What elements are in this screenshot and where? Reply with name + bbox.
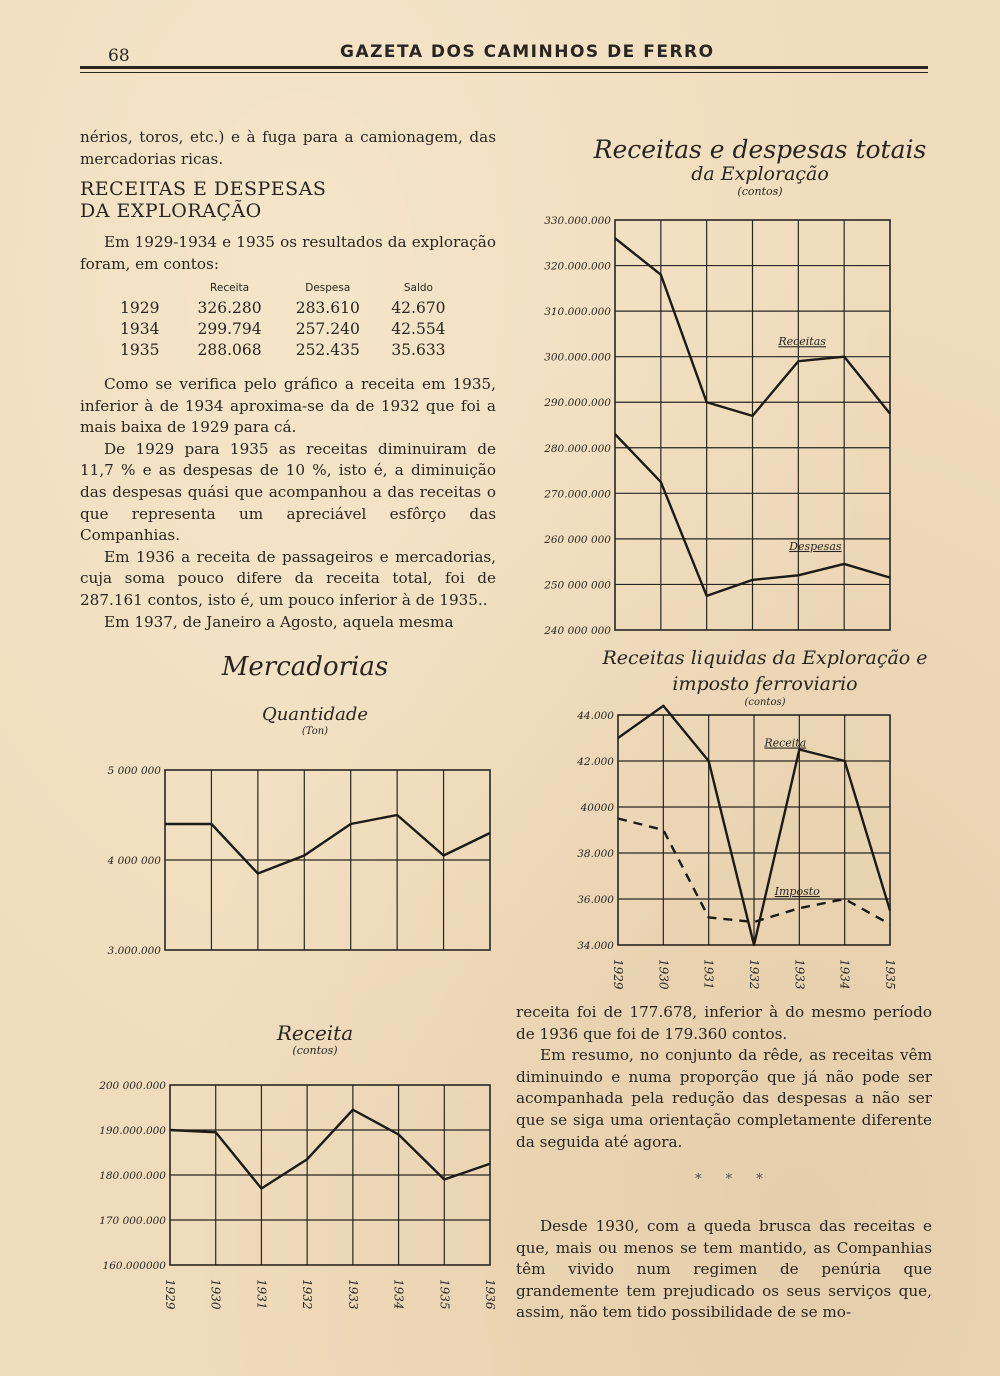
x-tick-label: 1933 bbox=[792, 959, 807, 990]
section-heading: RECEITAS E DESPESAS DA EXPLORAÇÃO bbox=[80, 178, 327, 222]
series-label: Imposto bbox=[774, 885, 820, 898]
body-text-left bbox=[80, 374, 496, 633]
paragraph: Em 1937, de Janeiro a Agosto, aquela mesma bbox=[104, 612, 454, 631]
x-tick-label: 1933 bbox=[345, 1279, 360, 1310]
x-tick-label: 1934 bbox=[837, 959, 852, 990]
chart-title-receitas-despesas: Receitas e despesas totais da Exploração (contos) bbox=[593, 135, 927, 198]
x-tick-label: 1936 bbox=[483, 1279, 497, 1310]
table-row: 1934 299.794 257.240 42.554 bbox=[120, 319, 446, 338]
chart-title-quantidade: Quantidade (Ton) bbox=[261, 704, 369, 737]
y-tick-label: 250 000 000 bbox=[544, 579, 611, 592]
x-tick-label: 1930 bbox=[208, 1279, 223, 1310]
chart-title-receita: Receita (contos) bbox=[276, 1021, 354, 1057]
y-tick-label: 300.000.000 bbox=[544, 351, 611, 364]
x-tick-label: 1929 bbox=[163, 1279, 177, 1310]
y-tick-label: 180.000.000 bbox=[99, 1170, 166, 1182]
chart-title-receitas-liquidas: Receitas liquidas da Exploração e imposto ferroviario (contos) bbox=[602, 647, 928, 708]
y-tick-label: 4 000 000 bbox=[107, 855, 161, 867]
x-tick-label: 1929 bbox=[611, 959, 625, 990]
y-tick-label: 160.000000 bbox=[102, 1260, 166, 1272]
y-tick-label: 42.000 bbox=[577, 756, 614, 768]
table-intro: Em 1929-1934 e 1935 os resultados da exploração foram, em contos: bbox=[80, 233, 496, 273]
body-text-right bbox=[516, 1002, 932, 1153]
y-tick-label: 320.000.000 bbox=[544, 260, 611, 273]
y-tick-label: 44.000 bbox=[577, 710, 614, 722]
x-tick-label: 1932 bbox=[300, 1279, 315, 1310]
paragraph: receita foi de 177.678, inferior à do mesmo período de 1936 que foi de 179.360 contos. bbox=[516, 1003, 932, 1043]
x-tick-label: 1935 bbox=[883, 959, 897, 990]
series-line bbox=[165, 815, 490, 874]
paragraph: De 1929 para 1935 as receitas diminuiram de 11,7 % e as despesas de 10 %, isto é, a diminuição das despesas quási que acompanhou a das receitas o que representa um apreciável esfôrço das Companhias. bbox=[80, 439, 496, 545]
y-tick-label: 5 000 000 bbox=[107, 765, 161, 777]
table-row: 1935 288.068 252.435 35.633 bbox=[120, 340, 446, 359]
paragraph: Desde 1930, com a queda brusca das receitas e que, mais ou menos se tem mantido, as Companhias têm vivido num regimen de penúria que grandemente tem prejudicado os seus serviços que, assim, não tem tido possibilidade de se mo- bbox=[516, 1217, 932, 1322]
table-header-saldo: Saldo bbox=[403, 282, 433, 294]
y-tick-label: 3.000.000 bbox=[107, 945, 161, 957]
paragraph: Em 1936 a receita de passageiros e mercadorias, cuja soma pouco difere da receita total, foi de 287.161 contos, isto é, um pouco inferior à de 1935.. bbox=[80, 547, 496, 609]
y-tick-label: 38.000 bbox=[577, 848, 614, 860]
header-rule-thin bbox=[80, 72, 928, 73]
x-tick-label: 1930 bbox=[656, 959, 671, 990]
running-title: GAZETA DOS CAMINHOS DE FERRO bbox=[340, 42, 715, 62]
x-tick-label: 1931 bbox=[254, 1279, 269, 1310]
y-tick-label: 330.000.000 bbox=[544, 215, 611, 227]
results-table bbox=[120, 282, 460, 360]
y-tick-label: 40000 bbox=[580, 802, 614, 814]
series-line bbox=[170, 1110, 490, 1189]
y-tick-label: 270.000.000 bbox=[544, 488, 611, 501]
x-tick-label: 1931 bbox=[701, 959, 716, 990]
y-tick-label: 260 000 000 bbox=[544, 533, 611, 546]
chart-receitas-liquidas bbox=[560, 705, 940, 990]
mercadorias-heading: Mercadorias bbox=[221, 652, 389, 682]
y-tick-label: 280.000.000 bbox=[544, 442, 611, 455]
paragraph: Como se verifica pelo gráfico a receita em 1935, inferior à de 1934 aproxima-se da de 1932 que foi a mais baixa de 1929 para cá. bbox=[80, 375, 496, 437]
y-tick-label: 36.000 bbox=[577, 894, 614, 906]
y-tick-label: 200 000.000 bbox=[99, 1080, 166, 1092]
table-header-receita: Receita bbox=[210, 282, 250, 294]
y-tick-label: 290.000.000 bbox=[544, 397, 611, 410]
intro-paragraph: nérios, toros, etc.) e à fuga para a camionagem, das mercadorias ricas. bbox=[80, 128, 496, 168]
series-label: Receita bbox=[764, 736, 807, 750]
x-tick-label: 1934 bbox=[391, 1279, 406, 1310]
chart-mercadorias-receita bbox=[80, 1075, 500, 1325]
y-tick-label: 240 000 000 bbox=[544, 625, 611, 637]
y-tick-label: 170 000.000 bbox=[99, 1215, 166, 1227]
body-text-right-bottom bbox=[516, 1216, 932, 1324]
y-tick-label: 34.000 bbox=[577, 940, 614, 952]
chart-receitas-despesas bbox=[520, 205, 930, 645]
page-number: 68 bbox=[108, 46, 130, 66]
y-tick-label: 310.000.000 bbox=[544, 306, 611, 319]
table-header-despesa: Despesa bbox=[305, 282, 351, 294]
section-separator: * * * bbox=[695, 1172, 773, 1187]
series-label: Receitas bbox=[778, 335, 826, 349]
chart-mercadorias-quantidade bbox=[90, 760, 500, 960]
series-label: Despesas bbox=[789, 539, 842, 553]
table-row: 1929 326.280 283.610 42.670 bbox=[120, 298, 446, 317]
paragraph: Em resumo, no conjunto da rêde, as receitas vêm diminuindo e numa proporção que já não pode ser acompanhada pela redução das despesas a não ser que se siga uma orientação completamente diferente da seguida até agora. bbox=[516, 1046, 932, 1151]
y-tick-label: 190.000.000 bbox=[99, 1125, 166, 1137]
header-rule bbox=[80, 66, 928, 69]
x-tick-label: 1932 bbox=[747, 959, 761, 990]
x-tick-label: 1935 bbox=[437, 1279, 452, 1310]
